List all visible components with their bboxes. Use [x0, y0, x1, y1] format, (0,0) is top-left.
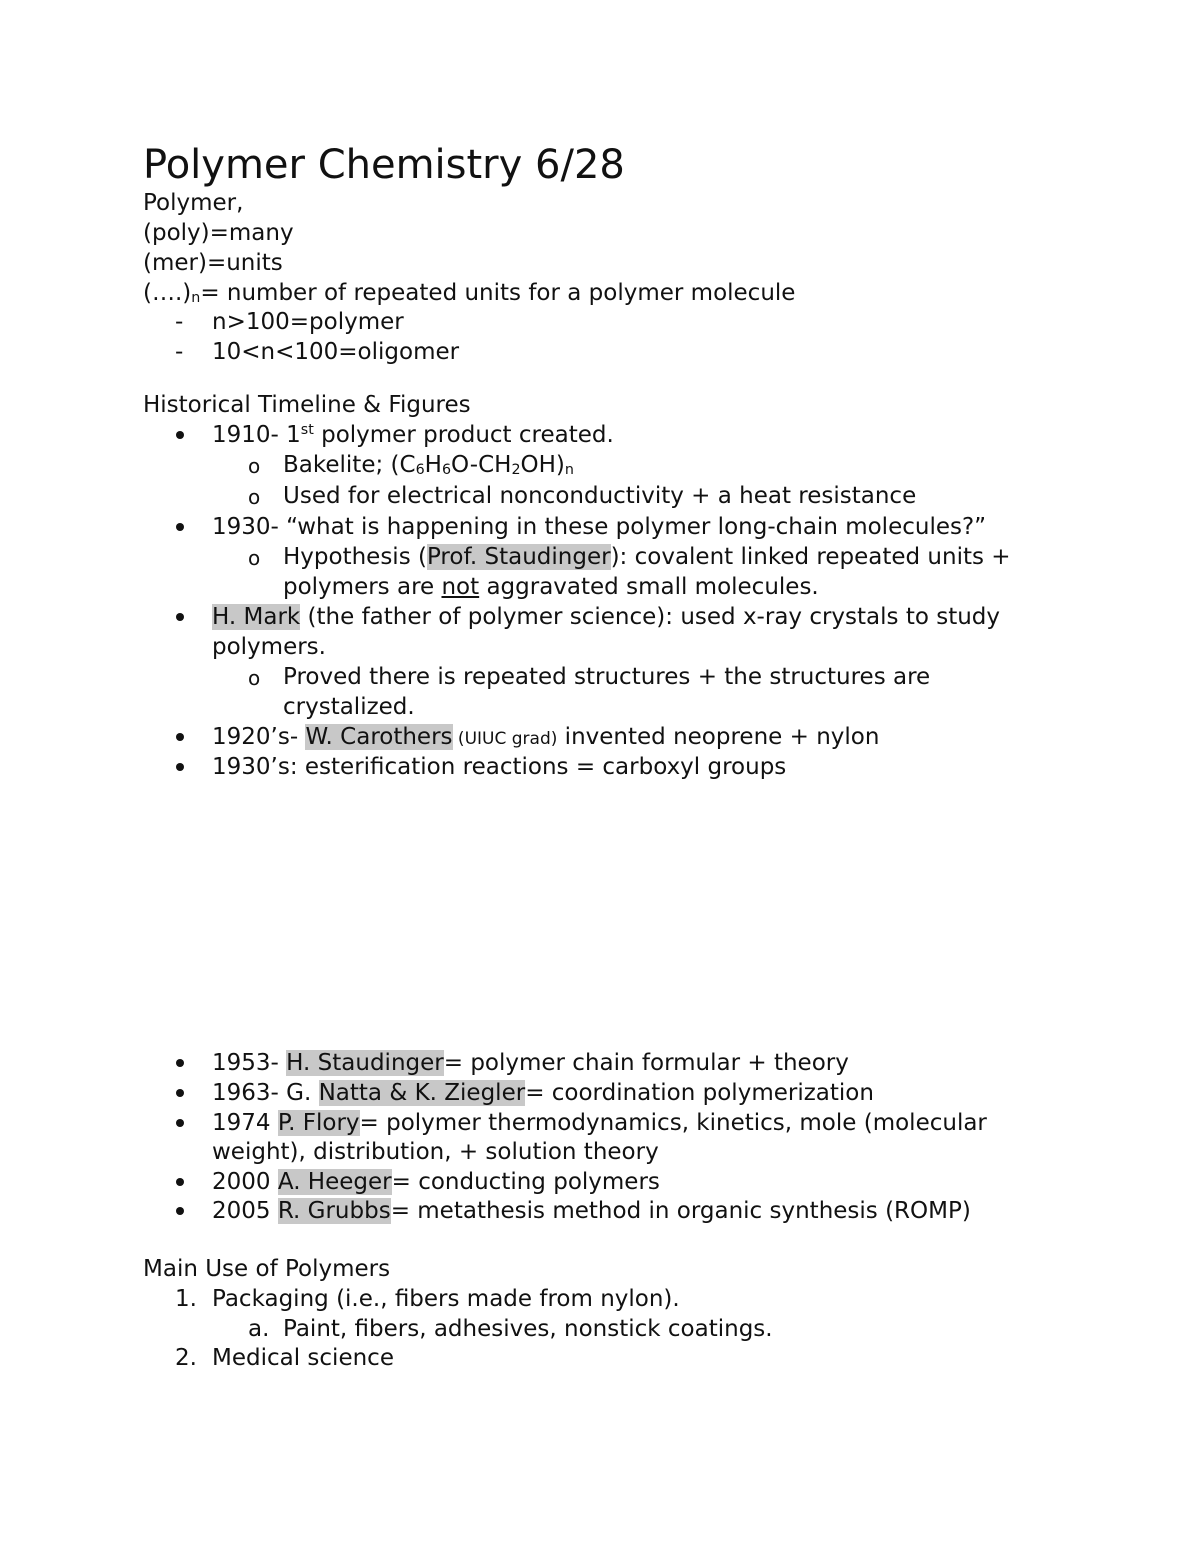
list-item-continuation: polymers are not aggravated small molecules. [283, 574, 819, 600]
list-letter: a. [248, 1316, 270, 1342]
list-item: Bakelite; $(C_6H_6O-CH_2OH)_n$ [283, 452, 574, 479]
list-item-continuation: weight), distribution, + solution theory [212, 1139, 659, 1165]
highlighted-name: H. Staudinger [286, 1050, 444, 1076]
bullet-icon [176, 1119, 184, 1127]
list-item: Used for electrical nonconductivity + a heat resistance [283, 483, 917, 509]
bullet-icon [176, 523, 184, 531]
bullet-icon [176, 1207, 184, 1215]
definition-mer: (mer)=units [143, 250, 283, 276]
list-item: 1930’s: esterification reactions = carboxyl groups [212, 754, 787, 780]
dash-marker: - [175, 339, 184, 365]
highlighted-name: P. Flory [277, 1110, 360, 1136]
bullet-icon [176, 613, 184, 621]
section-heading-timeline: Historical Timeline & Figures [143, 392, 471, 418]
list-item: n>100=polymer [212, 309, 404, 335]
sub-bullet-icon: o [248, 454, 261, 478]
highlighted-name: R. Grubbs [277, 1198, 391, 1224]
list-item: 1930- “what is happening in these polymer long-chain molecules?” [212, 514, 987, 540]
definition-repeat: $(\dots.)_n=$ number of repeated units for a polymer molecule [143, 280, 796, 307]
bullet-icon [176, 1178, 184, 1186]
list-item: Paint, fibers, adhesives, nonstick coatings. [283, 1316, 773, 1342]
bullet-icon [176, 733, 184, 741]
list-item: 1910- 1st polymer product created. [212, 422, 614, 448]
list-item: Packaging (i.e., fibers made from nylon). [212, 1286, 680, 1312]
bullet-icon [176, 763, 184, 771]
sub-bullet-icon: o [248, 485, 261, 509]
list-item-continuation: polymers. [212, 634, 326, 660]
highlighted-name: W. Carothers [305, 724, 453, 750]
page-title: Polymer Chemistry 6/28 [143, 142, 625, 188]
highlighted-name: Natta & K. Ziegler [318, 1080, 526, 1106]
list-item: Medical science [212, 1345, 394, 1371]
list-item: 2000 A. Heeger= conducting polymers [212, 1169, 660, 1195]
sub-bullet-icon: o [248, 546, 261, 570]
highlighted-name: H. Mark [212, 604, 301, 630]
list-item: H. Mark (the father of polymer science): used x-ray crystals to study [212, 604, 1001, 630]
highlighted-name: A. Heeger [277, 1169, 392, 1195]
list-item: Hypothesis (Prof. Staudinger): covalent linked repeated units + [283, 544, 1011, 570]
bullet-icon [176, 1089, 184, 1097]
list-item: 2005 R. Grubbs= metathesis method in organic synthesis (ROMP) [212, 1198, 971, 1224]
list-item: 1953- H. Staudinger= polymer chain formular + theory [212, 1050, 849, 1076]
list-item: Proved there is repeated structures + the structures are [283, 664, 931, 690]
list-item: 1963- G. Natta & K. Ziegler= coordination polymerization [212, 1080, 874, 1106]
list-item: 10<n<100=oligomer [212, 339, 460, 365]
list-item: 1974 P. Flory= polymer thermodynamics, kinetics, mole (molecular [212, 1110, 987, 1136]
highlighted-name: Prof. Staudinger [426, 544, 611, 570]
dash-marker: - [175, 309, 184, 335]
list-number: 1. [175, 1286, 197, 1312]
section-heading-main-use: Main Use of Polymers [143, 1256, 391, 1282]
list-item-continuation: crystalized. [283, 694, 415, 720]
list-item: 1920’s- W. Carothers (UIUC grad) invented neoprene + nylon [212, 724, 880, 750]
list-number: 2. [175, 1345, 197, 1371]
definition-polymer: Polymer, [143, 190, 244, 216]
sub-bullet-icon: o [248, 666, 261, 690]
definition-poly: (poly)=many [143, 220, 294, 246]
bullet-icon [176, 1059, 184, 1067]
bullet-icon [176, 431, 184, 439]
